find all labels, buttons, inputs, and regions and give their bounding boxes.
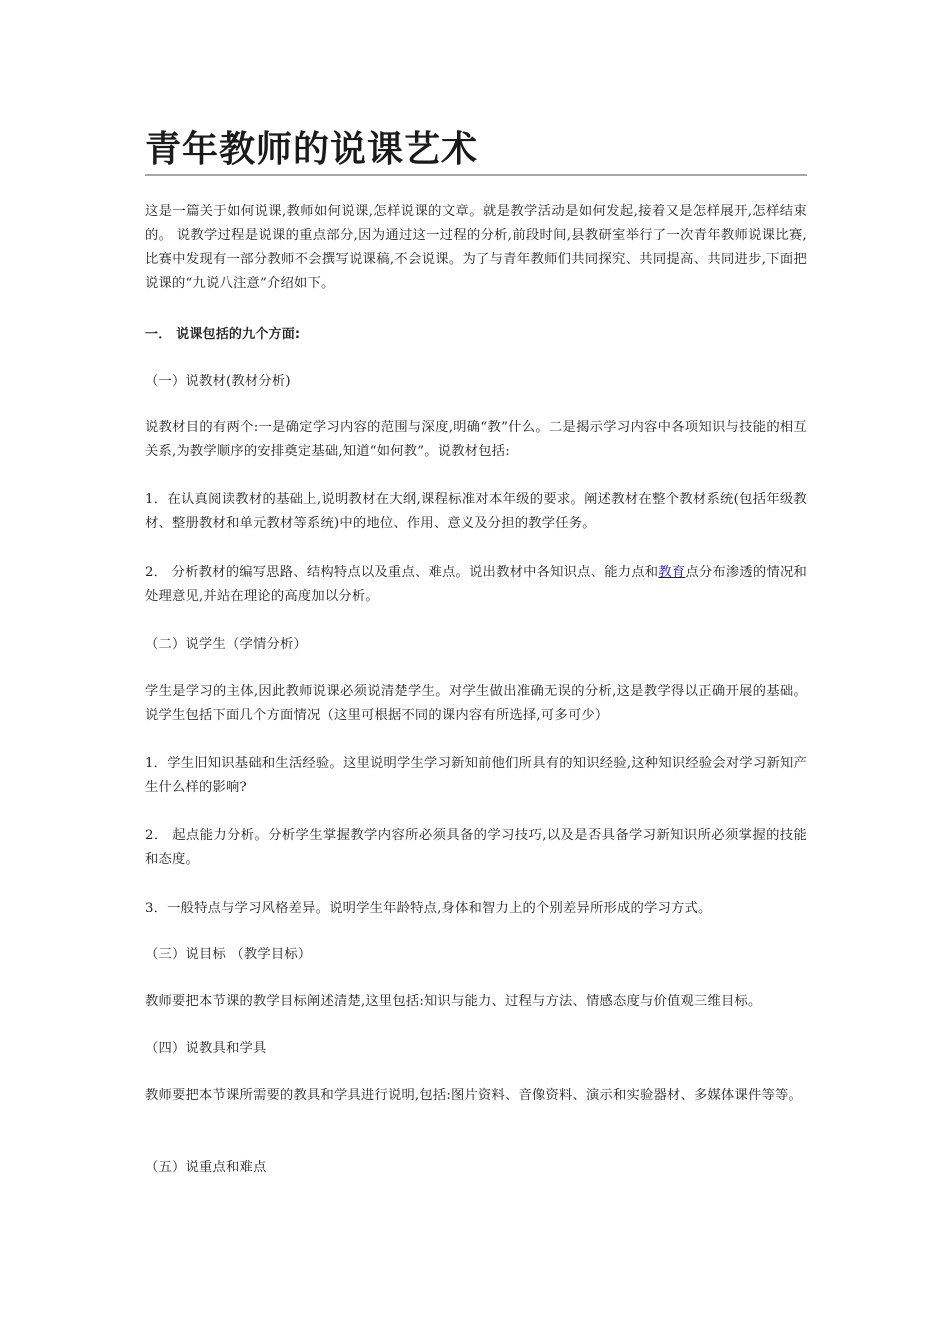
subheading-textbook: （一）说教材(教材分析) <box>145 374 291 389</box>
section-heading-1: 一． 说课包括的九个方面: <box>145 327 301 342</box>
subheading-key-points: （五）说重点和难点 <box>145 1160 267 1175</box>
tools-paragraph: 教师要把本节课所需要的教具和学具进行说明,包括:图片资料、音像资料、演示和实验器材、多媒体课件等等。 <box>145 1088 802 1103</box>
students-paragraph: 学生是学习的主体,因此教师说课必须说清楚学生。对学生做出准确无误的分析,这是教学得以正确开展的基础。说学生包括下面几个方面情况（这里可根据不同的课内容有所选择,可多可少） <box>145 684 807 723</box>
students-item-1: 1．学生旧知识基础和生活经验。这里说明学生学习新知前他们所具有的知识经验,这种知识经验会对学习新知产生什么样的影响? <box>145 756 807 795</box>
intro-paragraph: 这是一篇关于如何说课,教师如何说课,怎样说课的文章。就是教学活动是如何发起,接着又是怎样展开,怎样结束的。 说教学过程是说课的重点部分,因为通过这一过程的分析,前段时间,县教研室举行了一次青年教师说课比赛,比赛中发现有一部分教师不会撰写说课稿,不会说课。为了与青年教师们共同探究、共同提高、共同进步,下面把说课的“九说八注意”介绍如下。 <box>145 204 807 291</box>
title-divider <box>145 174 807 176</box>
textbook-item-2 <box>145 561 807 609</box>
page-title: 青年教师的说课艺术 <box>145 129 479 170</box>
textbook-paragraph: 说教材目的有两个:一是确定学习内容的范围与深度,明确“教”什么。二是揭示学习内容中各项知识与技能的相互关系,为教学顺序的安排奠定基础,知道“如何教”。说教材包括: <box>145 420 807 459</box>
students-item-3: 3．一般特点与学习风格差异。说明学生年龄特点,身体和智力上的个别差异所形成的学习方式。 <box>145 901 712 916</box>
subheading-tools: （四）说教具和学具 <box>145 1041 267 1056</box>
subheading-students: （二）说学生（学情分析） <box>145 637 307 652</box>
textbook-item-1: 1．在认真阅读教材的基础上,说明教材在大纲,课程标准对本年级的要求。阐述教材在整个教材系统(包括年级教材、整册教材和单元教材等系统)中的地位、作用、意义及分担的教学任务。 <box>145 492 807 531</box>
goals-paragraph: 教师要把本节课的教学目标阐述清楚,这里包括:知识与能力、过程与方法、情感态度与价值观三维目标。 <box>145 994 762 1009</box>
education-link[interactable]: 教育 <box>658 565 686 580</box>
textbook-item-2-text-b: 点分布渗透的情况和处理意见,并站在理论的高度加以分析。 <box>145 565 807 604</box>
students-item-2: 2． 起点能力分析。分析学生掌握教学内容所必须具备的学习技巧,以及是否具备学习新知识所必须掌握的技能和态度。 <box>145 828 807 867</box>
subheading-goals: （三）说目标 （教学目标） <box>145 947 312 962</box>
textbook-item-2-text-a: 2． 分析教材的编写思路、结构特点以及重点、难点。说出教材中各知识点、能力点和 <box>145 565 659 580</box>
